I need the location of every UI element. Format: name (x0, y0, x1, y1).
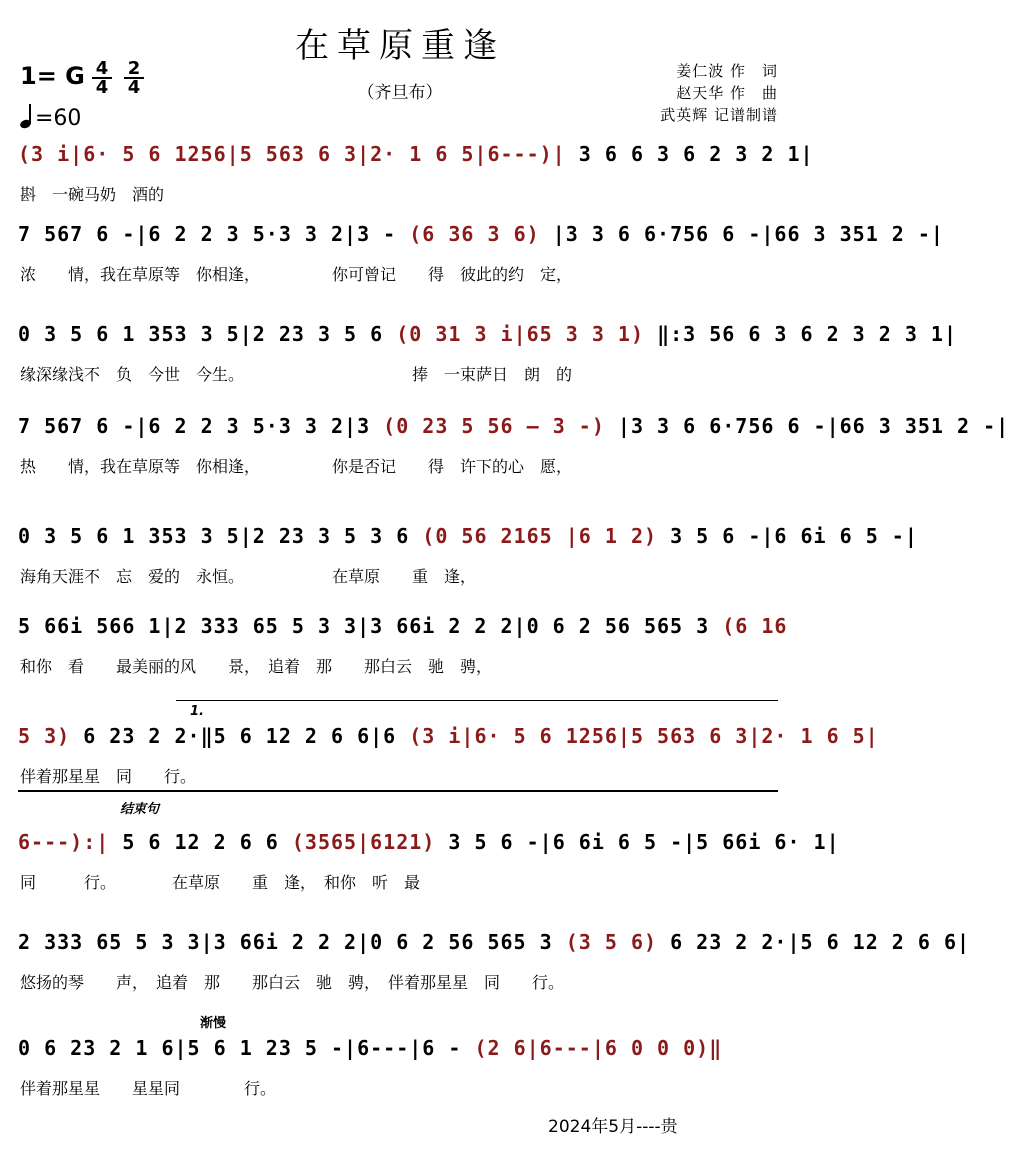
melody-segment: 0 6 23 2 1 6|5 6 1 23 5 -|6---|6 - (18, 1036, 462, 1060)
interlude-segment: 6---):| (18, 830, 110, 854)
time-signature-4-4: $\frac{4}{4}$ (92, 60, 112, 96)
notation-line (18, 830, 840, 854)
singer-subtitle: （齐旦布） (357, 83, 443, 103)
footer-date: 2024年5月----贵 (548, 1117, 678, 1137)
tempo-mark: =60 (20, 104, 81, 131)
lyric-line: 浓 情，我在草原等 你相逢， 你可曾记 得 彼此的约 定， (20, 265, 573, 284)
melody-segment: 7 567 6 -|6 2 2 3 5·3 3 2|3 (18, 414, 371, 438)
interlude-segment: (0 56 2165 (422, 524, 553, 548)
melody-segment: 3 6 6 3 6 2 3 2 1| (578, 142, 814, 166)
notation-line (18, 724, 879, 748)
melody-segment: 3 5 6 -|6 6i 6 5 -| (670, 524, 918, 548)
lyric-line: 热 情，我在草原等 你相逢， 你是否记 得 许下的心 愿， (20, 457, 573, 476)
melody-segment: 3 5 6 -|6 6i 6 5 -|5 66i 6· 1| (448, 830, 840, 854)
notation-line (18, 142, 814, 166)
notation-line (18, 524, 918, 548)
lyric-line: 伴着那星星 星星同 行。 (20, 1079, 277, 1098)
interlude-segment: 6) (630, 930, 658, 954)
interlude-segment: (3 i|6· 5 6 1256|5 563 6 3|2· 1 6 5|6---)| (18, 142, 566, 166)
interlude-segment: (3565|6121) (291, 830, 436, 854)
melody-segment: |3 3 6 6·756 6 -|66 3 351 2 -| (552, 222, 944, 246)
melody-segment: 7 567 6 -|6 2 2 3 5·3 3 2|3 - (18, 222, 397, 246)
ritardando-marker: 渐慢 (200, 1016, 227, 1031)
key-signature: 1= G (20, 62, 85, 90)
notation-line (18, 930, 970, 954)
time-signature-2-4: $\frac{2}{4}$ (124, 60, 144, 96)
divider-line (18, 790, 778, 792)
interlude-segment: (6 16 (722, 614, 788, 638)
notation-line (18, 614, 787, 638)
lyric-line: 悠扬的琴 声， 追着 那 那白云 驰 骋， 伴着那星星 同 行。 (20, 973, 565, 992)
interlude-segment: (0 31 (396, 322, 462, 346)
melody-segment: 5 6 12 2 6 6 (122, 830, 279, 854)
melody-segment: |3 3 6 6·756 6 -|66 3 351 2 -| (617, 414, 1009, 438)
volta-bracket (176, 700, 778, 701)
ending-marker: 结束句 (120, 802, 160, 817)
notation-line (18, 222, 944, 246)
interlude-segment: (0 23 5 56 (383, 414, 514, 438)
lyricist-credit: 姜仁波 作 词 (676, 62, 778, 80)
lyric-line: 和你 看 最美丽的风 景， 追着 那 那白云 驰 骋， (20, 657, 493, 676)
interlude-segment: (3 5 (565, 930, 618, 954)
interlude-segment: — 3 -) (526, 414, 605, 438)
notation-line (18, 322, 957, 346)
lyric-line: 同 行。 在草原 重 逢， 和你 听 最 (20, 873, 421, 892)
interlude-segment: (2 6|6---|6 0 0 0)‖ (474, 1036, 723, 1060)
notation-line (18, 414, 1009, 438)
melody-segment: 6 23 2 2·‖5 6 12 2 6 6|6 (83, 724, 397, 748)
lyric-line: 伴着那星星 同 行。 (20, 767, 197, 786)
transcriber-credit: 武英辉 记谱制谱 (660, 106, 778, 124)
lyric-line: 缘深缘浅不 负 今世 今生。 捧 一束萨日 朗 的 (20, 365, 573, 384)
lyric-line: 斟 一碗马奶 酒的 (20, 185, 165, 204)
page-title: 在草原重逢 (295, 26, 505, 66)
melody-segment: 6 23 2 2·|5 6 12 2 6 6| (670, 930, 971, 954)
melody-segment: ‖:3 56 6 3 6 2 3 2 3 1| (657, 322, 958, 346)
notation-line (18, 1036, 722, 1060)
interlude-segment: (3 i|6· 5 6 1256|5 563 6 3|2· 1 6 5| (409, 724, 879, 748)
interlude-segment: |6 1 2) (565, 524, 658, 548)
melody-segment: 2 333 65 5 3 3|3 66i 2 2 2|0 6 2 56 565 3 (18, 930, 553, 954)
melody-segment: 0 3 5 6 1 353 3 5|2 23 3 5 6 (18, 322, 384, 346)
volta-marker: 1. (190, 704, 204, 719)
melody-segment: 5 66i 566 1|2 333 65 5 3 3|3 66i 2 2 2|0 6 2 56 565 3 (18, 614, 710, 638)
lyric-line: 海角天涯不 忘 爱的 永恒。 在草原 重 逢， (20, 567, 477, 586)
composer-credit: 赵天华 作 曲 (676, 84, 778, 102)
interlude-segment: (6 36 3 6) (409, 222, 540, 246)
interlude-segment: 5 3) (18, 724, 71, 748)
melody-segment: 0 3 5 6 1 353 3 5|2 23 3 5 3 6 (18, 524, 410, 548)
quarter-note-icon (20, 104, 31, 128)
interlude-segment: 3 i|65 3 3 1) (474, 322, 645, 346)
